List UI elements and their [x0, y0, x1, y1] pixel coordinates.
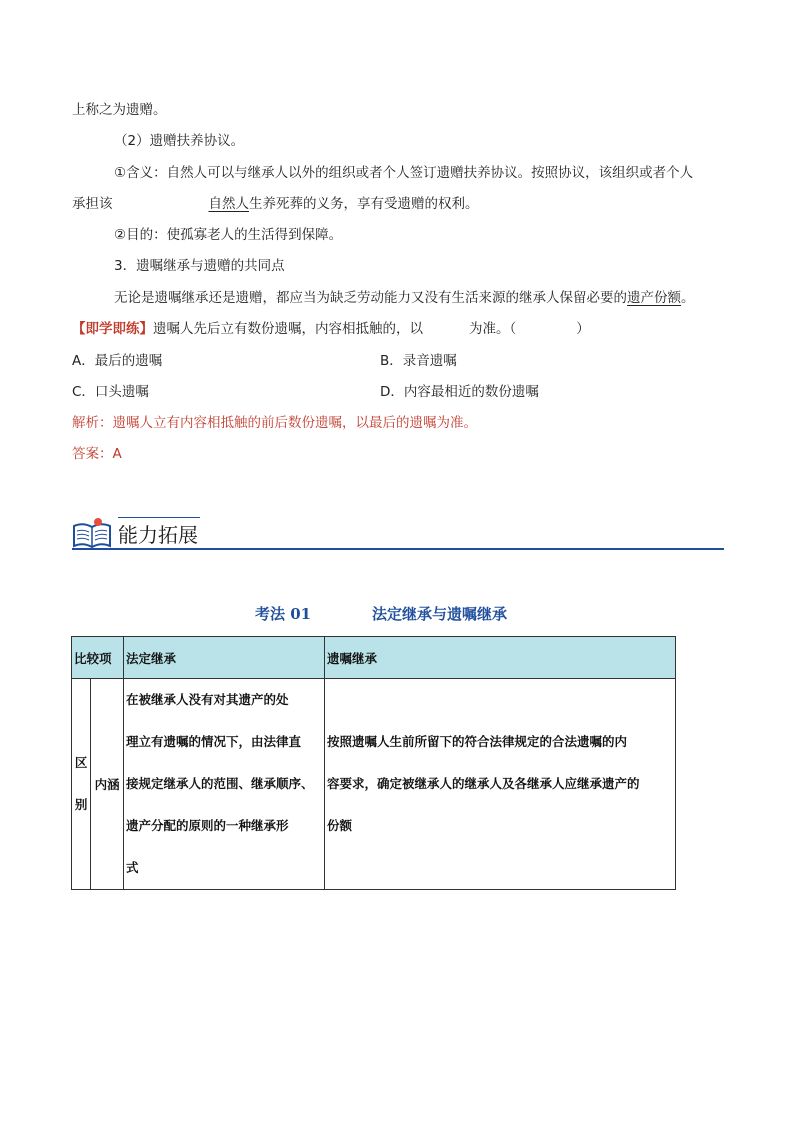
- header-legal-succession: 法定继承: [124, 637, 325, 679]
- paragraph-support-agreement: （2）遗赠扶养协议。: [114, 133, 245, 149]
- underlined-term: 自然人: [208, 196, 249, 212]
- cell-line: 在被继承人没有对其遗产的处: [126, 692, 289, 707]
- text-segment: 。: [681, 290, 695, 306]
- question-stem-blank: 为准。（: [469, 321, 517, 337]
- cell-line: 理立有遗嘱的情况下，由法律直: [126, 734, 302, 749]
- paragraph-meaning: ①含义：自然人可以与继承人以外的组织或者个人签订遗赠扶养协议。按照协议，该组织或者个人: [114, 165, 694, 181]
- paragraph-purpose: ②目的：使孤寡老人的生活得到保障。: [114, 227, 343, 243]
- section-top-line: [118, 517, 200, 518]
- comparison-table: [71, 636, 676, 890]
- row-label: 内涵: [91, 679, 124, 890]
- option-b: B．录音遗嘱: [380, 353, 457, 369]
- practice-tag: 【即学即练】: [72, 321, 153, 337]
- answer-text: 答案：A: [72, 446, 122, 462]
- cell-line: 按照遗嘱人生前所留下的符合法律规定的合法遗嘱的内: [327, 734, 628, 749]
- header-will-succession: 遗嘱继承: [325, 637, 676, 679]
- analysis-text: 解析：遗嘱人立有内容相抵触的前后数份遗嘱，以最后的遗嘱为准。: [72, 415, 477, 431]
- section-title: 能力拓展: [118, 523, 198, 547]
- paragraph-bequest-end: 上称之为遗赠。: [72, 102, 167, 118]
- table-header-row: [72, 637, 676, 679]
- table-row: [72, 679, 676, 890]
- paragraph-common-points: [114, 289, 695, 307]
- cell-line: 式: [126, 860, 139, 875]
- text-segment: 生养死葬的义务，享有受遗赠的权利。: [249, 196, 479, 212]
- cell-will-succession: [325, 679, 676, 890]
- cell-line: 容要求，确定被继承人的继承人及各继承人应继承遗产的: [327, 776, 640, 791]
- cell-line: 接规定继承人的范围、继承顺序、: [126, 776, 314, 791]
- paragraph-heading-common: 3．遗嘱继承与遗赠的共同点: [114, 258, 285, 274]
- table-title-text: 法定继承与遗嘱继承: [372, 605, 508, 623]
- cell-line: 遗产分配的原则的一种继承形: [126, 818, 289, 833]
- option-c: C．口头遗嘱: [72, 384, 149, 400]
- paragraph-meaning-cont: [72, 195, 479, 213]
- section-divider: [72, 548, 724, 550]
- question-stem: 遗嘱人先后立有数份遗嘱，内容相抵触的，以: [153, 321, 423, 337]
- cell-legal-succession: [124, 679, 325, 890]
- open-book-icon: [72, 516, 112, 550]
- header-compare-item: 比较项: [72, 637, 124, 679]
- table-title-code: 考法 01: [255, 605, 312, 623]
- cell-line: [327, 679, 673, 721]
- question-stem-close: ）: [576, 321, 590, 337]
- text-segment: 承担该: [72, 196, 113, 212]
- text-segment: 无论是遗嘱继承还是遗赠，都应当为缺乏劳动能力又没有生活来源的继承人保留必要的: [114, 290, 627, 306]
- underlined-term: 遗产份额: [627, 290, 681, 306]
- option-d: D．内容最相近的数份遗嘱: [380, 384, 539, 400]
- option-a: A．最后的遗嘱: [72, 353, 163, 369]
- row-group-label: 区 别: [72, 679, 91, 890]
- practice-question: [72, 320, 590, 338]
- cell-line: 份额: [327, 818, 353, 833]
